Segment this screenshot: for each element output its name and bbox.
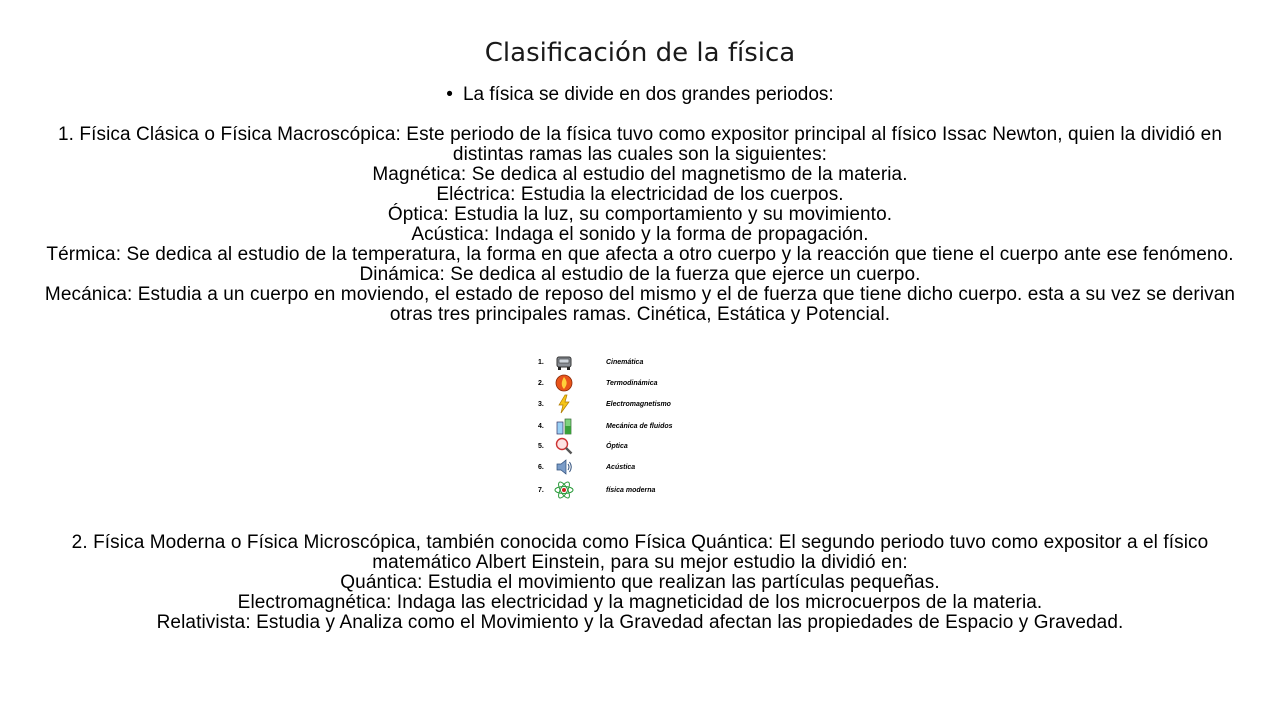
classical-physics-section — [28, 125, 1252, 325]
branch-list-item — [532, 394, 686, 414]
branch-number: 7. — [538, 487, 544, 494]
physics-branches-image — [532, 348, 686, 506]
car-icon — [554, 352, 574, 372]
branch-relativista: Relativista: Estudia y Analiza como el Movimiento y la Gravedad afectan las propiedades de Espacio y Gravedad. — [156, 612, 1124, 633]
branch-label: Termodinámica — [606, 380, 658, 387]
fire-icon — [554, 373, 574, 393]
speaker-icon — [554, 457, 574, 477]
intro-line — [0, 84, 1280, 106]
modern-physics-section — [28, 533, 1252, 633]
branch-optica: Óptica: Estudia la luz, su comportamiento y su movimiento. — [387, 204, 893, 225]
atom-icon — [554, 480, 574, 500]
branch-label: física moderna — [606, 487, 656, 494]
branch-label: Óptica — [606, 443, 628, 450]
branch-list-item — [532, 436, 686, 456]
branch-list-item — [532, 352, 686, 372]
branch-electromagnetica: Electromagnética: Indaga las electricidad y la magneticidad de los microcuerpos de la materia. — [237, 592, 1043, 613]
branch-number: 2. — [538, 380, 544, 387]
branch-electrica: Eléctrica: Estudia la electricidad de los cuerpos. — [436, 184, 844, 205]
branch-number: 5. — [538, 443, 544, 450]
branch-acustica: Acústica: Indaga el sonido y la forma de propagación. — [411, 224, 869, 245]
branch-label: Acústica — [606, 464, 636, 471]
bullet-dot: • — [446, 84, 453, 105]
branch-number: 3. — [538, 401, 544, 408]
branch-number: 6. — [538, 464, 544, 471]
branch-termica: Térmica: Se dedica al estudio de la temperatura, la forma en que afecta a otro cuerpo y la reacción que tiene el cuerpo ante ese fenómeno. — [46, 244, 1234, 265]
branch-list-item — [532, 457, 686, 477]
lightning-icon — [554, 394, 574, 414]
beaker-icon — [554, 416, 574, 436]
branch-number: 4. — [538, 423, 544, 430]
branch-number: 1. — [538, 359, 544, 366]
branch-label: Mecánica de fluidos — [606, 423, 673, 430]
branch-label: Electromagnetismo — [606, 401, 671, 408]
intro-text: La física se divide en dos grandes periodos: — [462, 84, 834, 105]
branch-list-item — [532, 480, 686, 500]
branch-quantica: Quántica: Estudia el movimiento que realizan las partículas pequeñas. — [340, 572, 940, 593]
branch-label: Cinemática — [606, 359, 644, 366]
branch-mecanica: Mecánica: Estudia a un cuerpo en moviendo, el estado de reposo del mismo y el de fuerza que tiene dicho cuerpo. esta a su vez se derivan otras tres principales ramas. Cinética, Estática y Potencial. — [44, 284, 1236, 325]
branch-magnetica: Magnética: Se dedica al estudio del magnetismo de la materia. — [372, 164, 908, 185]
slide-title: Clasificación de la física — [484, 38, 796, 68]
branch-list-item — [532, 416, 686, 436]
branch-list-item — [532, 373, 686, 393]
classical-intro: 1. Física Clásica o Física Macroscópica: Este periodo de la física tuvo como expositor principal al físico Issac Newton, quien la dividió en distintas ramas las cuales son la siguientes: — [57, 124, 1223, 165]
branch-dinamica: Dinámica: Se dedica al estudio de la fuerza que ejerce un cuerpo. — [359, 264, 921, 285]
magnifier-icon — [554, 436, 574, 456]
modern-intro: 2. Física Moderna o Física Microscópica, también conocida como Física Quántica: El segundo periodo tuvo como expositor a el físico matemático Albert Einstein, para su mejor estudio la dividió en: — [71, 532, 1209, 573]
